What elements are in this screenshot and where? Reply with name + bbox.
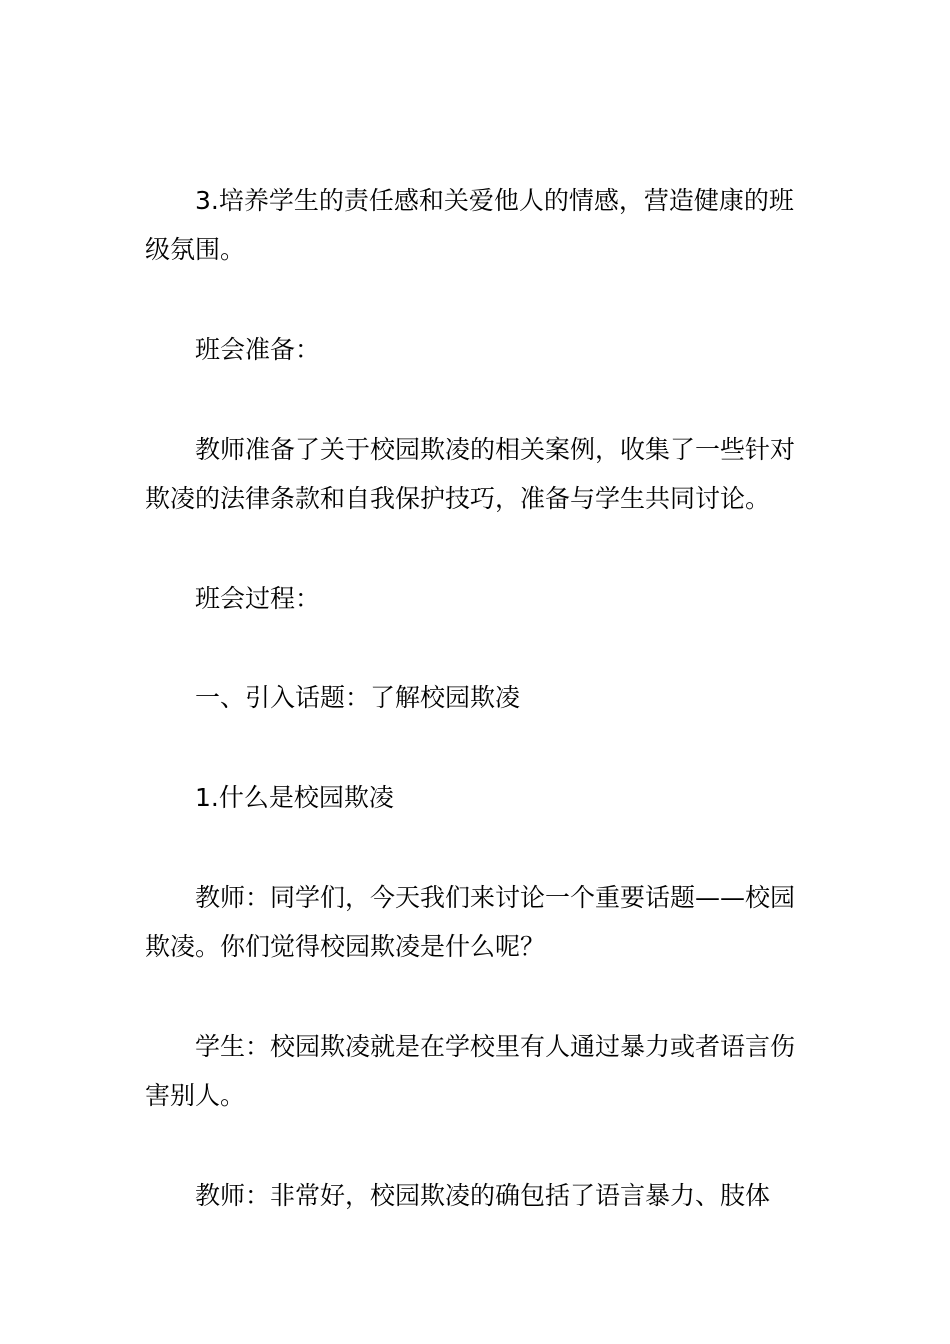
paragraph-student-answer: 学生：校园欺凌就是在学校里有人通过暴力或者语言伤害别人。: [145, 1032, 796, 1110]
heading-process: 班会过程：: [195, 584, 321, 613]
paragraph-teacher-question: 教师：同学们，今天我们来讨论一个重要话题——校园欺凌。你们觉得校园欺凌是什么呢？: [145, 883, 796, 961]
paragraph-goal-3: 3.培养学生的责任感和关爱他人的情感，营造健康的班级氛围。: [145, 186, 794, 264]
heading-subsection-1: 1.什么是校园欺凌: [195, 783, 394, 812]
heading-section-one: 一、引入话题：了解校园欺凌: [195, 683, 521, 712]
paragraph-preparation: 教师准备了关于校园欺凌的相关案例，收集了一些针对欺凌的法律条款和自我保护技巧，准备与学生共同讨论。: [145, 435, 796, 513]
paragraph-teacher-response: 教师：非常好，校园欺凌的确包括了语言暴力、肢体: [195, 1181, 771, 1210]
heading-preparation: 班会准备：: [195, 335, 321, 364]
